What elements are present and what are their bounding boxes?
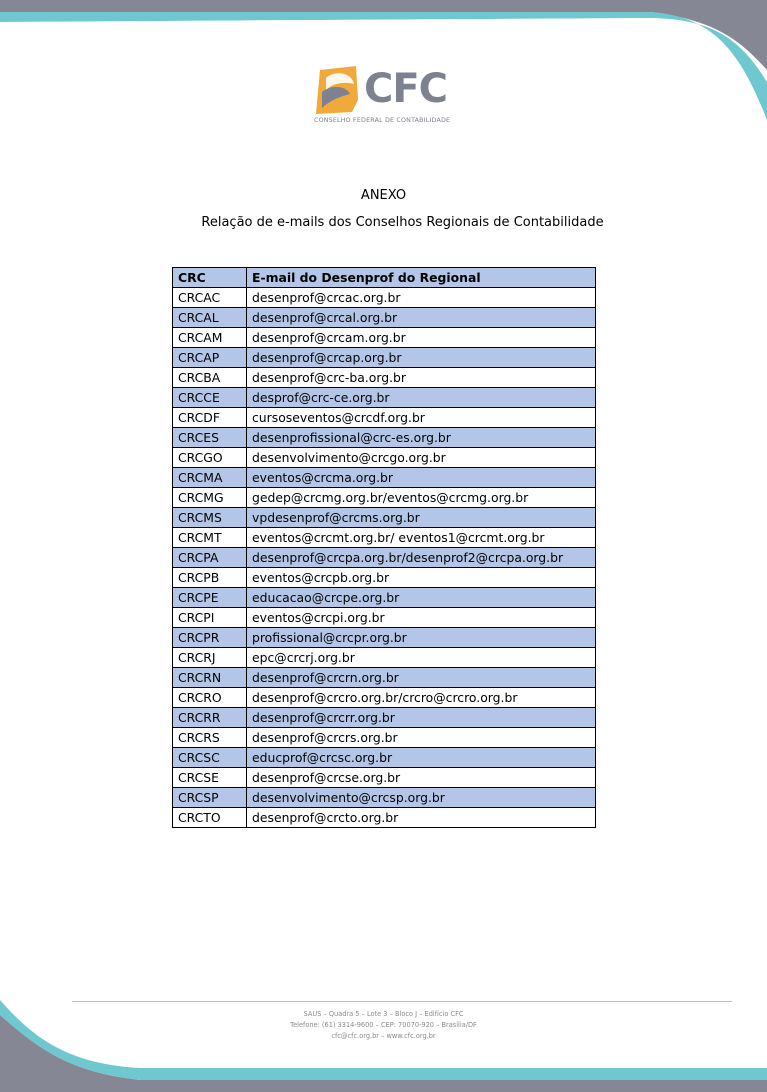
- table-row: [173, 508, 596, 528]
- crc-cell: CRCSC: [173, 748, 247, 768]
- crc-cell: CRCMS: [173, 508, 247, 528]
- table-row: [173, 348, 596, 368]
- table-row: [173, 468, 596, 488]
- email-cell: desenprof@crcse.org.br: [247, 768, 596, 788]
- crc-cell: CRCRS: [173, 728, 247, 748]
- email-cell: desenprof@crcac.org.br: [247, 288, 596, 308]
- table-row: [173, 568, 596, 588]
- email-cell: desenprof@crcam.org.br: [247, 328, 596, 348]
- crc-cell: CRCAL: [173, 308, 247, 328]
- crc-cell: CRCTO: [173, 808, 247, 828]
- email-cell: cursoseventos@crcdf.org.br: [247, 408, 596, 428]
- email-cell: desenprofissional@crc-es.org.br: [247, 428, 596, 448]
- header-crc: CRC: [173, 268, 247, 288]
- email-cell: desenvolvimento@crcsp.org.br: [247, 788, 596, 808]
- crc-cell: CRCDF: [173, 408, 247, 428]
- table-row: [173, 388, 596, 408]
- table-row: [173, 608, 596, 628]
- table-row: [173, 728, 596, 748]
- crc-cell: CRCMG: [173, 488, 247, 508]
- crc-cell: CRCGO: [173, 448, 247, 468]
- crc-cell: CRCAP: [173, 348, 247, 368]
- table-row: [173, 308, 596, 328]
- crc-cell: CRCMT: [173, 528, 247, 548]
- table-row: [173, 428, 596, 448]
- footer-phone: Telefone: (61) 3314-9600 – CEP: 70070-920 – Brasília/DF: [290, 1021, 477, 1029]
- email-cell: eventos@crcma.org.br: [247, 468, 596, 488]
- email-cell: desenprof@crcro.org.br/crcro@crcro.org.br: [247, 688, 596, 708]
- table-row: [173, 788, 596, 808]
- crc-cell: CRCSE: [173, 768, 247, 788]
- logo-subtitle: CONSELHO FEDERAL DE CONTABILIDADE: [314, 117, 451, 124]
- email-cell: desenprof@crcrn.org.br: [247, 668, 596, 688]
- email-cell: desenprof@crcap.org.br: [247, 348, 596, 368]
- crc-cell: CRCBA: [173, 368, 247, 388]
- crc-cell: CRCPI: [173, 608, 247, 628]
- crc-cell: CRCMA: [173, 468, 247, 488]
- email-cell: educacao@crcpe.org.br: [247, 588, 596, 608]
- table-row: [173, 528, 596, 548]
- email-table: [172, 267, 596, 828]
- table-row: [173, 628, 596, 648]
- email-cell: desenprof@crcto.org.br: [247, 808, 596, 828]
- email-cell: eventos@crcpb.org.br: [247, 568, 596, 588]
- cfc-emblem-icon: [312, 64, 364, 116]
- table-row: [173, 408, 596, 428]
- email-cell: eventos@crcpi.org.br: [247, 608, 596, 628]
- crc-cell: CRCSP: [173, 788, 247, 808]
- email-cell: eventos@crcmt.org.br/ eventos1@crcmt.org.br: [247, 528, 596, 548]
- table-row: [173, 688, 596, 708]
- crc-cell: CRCAM: [173, 328, 247, 348]
- email-cell: desenprof@crcrr.org.br: [247, 708, 596, 728]
- email-cell: epc@crcrj.org.br: [247, 648, 596, 668]
- footer-address: SAUS – Quadra 5 – Lote 3 – Bloco J – Edifício CFC: [303, 1010, 464, 1018]
- footer-divider: [72, 1001, 732, 1002]
- email-cell: desenprof@crcpa.org.br/desenprof2@crcpa.org.br: [247, 548, 596, 568]
- table-row: [173, 328, 596, 348]
- table-row: [173, 708, 596, 728]
- table-row: [173, 488, 596, 508]
- crc-cell: CRCPB: [173, 568, 247, 588]
- crc-cell: CRCRN: [173, 668, 247, 688]
- footer-contact: cfc@cfc.org.br – www.cfc.org.br: [331, 1032, 436, 1040]
- table-body: [173, 288, 596, 828]
- table-row: [173, 588, 596, 608]
- email-cell: gedep@crcmg.org.br/eventos@crcmg.org.br: [247, 488, 596, 508]
- crc-cell: CRCRJ: [173, 648, 247, 668]
- email-cell: desenprof@crcrs.org.br: [247, 728, 596, 748]
- crc-cell: CRCCE: [173, 388, 247, 408]
- table-row: [173, 768, 596, 788]
- email-cell: educprof@crcsc.org.br: [247, 748, 596, 768]
- table-row: [173, 448, 596, 468]
- table-row: [173, 668, 596, 688]
- table-row: [173, 748, 596, 768]
- table-header-row: [173, 268, 596, 288]
- email-cell: profissional@crcpr.org.br: [247, 628, 596, 648]
- table-row: [173, 648, 596, 668]
- crc-cell: CRCRR: [173, 708, 247, 728]
- crc-cell: CRCAC: [173, 288, 247, 308]
- email-cell: desenprof@crc-ba.org.br: [247, 368, 596, 388]
- document-title: ANEXO: [360, 188, 407, 203]
- cfc-logo: [312, 64, 462, 130]
- table-row: [173, 288, 596, 308]
- table-row: [173, 548, 596, 568]
- email-cell: desenvolvimento@crcgo.org.br: [247, 448, 596, 468]
- crc-cell: CRCES: [173, 428, 247, 448]
- email-cell: desprof@crc-ce.org.br: [247, 388, 596, 408]
- header-email: E-mail do Desenprof do Regional: [247, 268, 596, 288]
- document-subtitle: Relação de e-mails dos Conselhos Regionais de Contabilidade: [201, 215, 604, 230]
- crc-cell: CRCPR: [173, 628, 247, 648]
- table-row: [173, 808, 596, 828]
- crc-cell: CRCRO: [173, 688, 247, 708]
- crc-cell: CRCPE: [173, 588, 247, 608]
- crc-cell: CRCPA: [173, 548, 247, 568]
- email-cell: vpdesenprof@crcms.org.br: [247, 508, 596, 528]
- email-cell: desenprof@crcal.org.br: [247, 308, 596, 328]
- logo-wordmark: CFC: [364, 66, 448, 112]
- table-row: [173, 368, 596, 388]
